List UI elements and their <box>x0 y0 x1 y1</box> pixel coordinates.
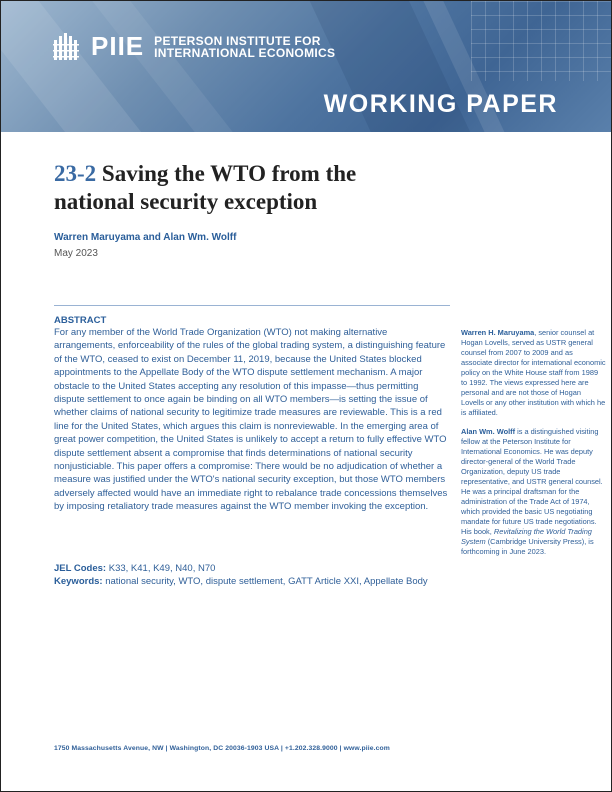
jel-label: JEL Codes: <box>54 563 107 574</box>
keywords-value: national security, WTO, dispute settlement, GATT Article XXI, Appellate Body <box>105 576 428 588</box>
footer-address: 1750 Massachusetts Avenue, NW | Washington, DC 20036-1903 USA | +1.202.328.9000 | www.piie.com <box>54 745 390 752</box>
keywords <box>54 575 450 588</box>
jel-codes <box>54 562 450 575</box>
paper-title <box>54 160 414 216</box>
paper-number: 23-2 <box>54 161 97 186</box>
piie-logo-icon <box>53 32 83 62</box>
org-name-line2: INTERNATIONAL ECONOMICS <box>154 45 336 60</box>
piie-logo[interactable] <box>53 31 335 62</box>
author-bio-maruyama <box>461 328 606 418</box>
author2-bio-b: (Cambridge University Press), is forthcoming in June 2023. <box>461 537 594 556</box>
author2-name: Alan Wm. Wolff <box>461 427 516 436</box>
jel-value: K33, K41, K49, N40, N70 <box>108 563 216 574</box>
author-bios <box>461 328 606 566</box>
abstract-text: For any member of the World Trade Organization (WTO) not making alternative arrangements, enforceability of the rules of the global trading system, a distinguishing feature of the WTO, ceased to exist on December 11, 2019, because the United States blocked appointments to the Appellate Body of the WTO dispute settlement mechanism. A major obstacle to the United States accepting any resolution of this impasse—thus permitting dispute settlement to once again be binding on all WTO members—is setting the issue of whether claims of national security to legitimize trade measures are reviewable. This is a red line for the United States, which argues this claim is nonreviewable. In the emerging area of great power competition, the United States is unlikely to accept a return to fully effective WTO dispute settlement absent a compromise that finds determinations of national security nonjusticiable. This paper offers a compromise: There would be no adjudication of whether a measure was justified under the WTO's national security exception, but those WTO members adversely affected would have an immediate right to rebalance trade concessions themselves by imposing retaliatory trade measures against the WTO member invoking the exception. <box>54 327 448 513</box>
author2-bio-a: is a distinguished visiting fellow at the Peterson Institute for International Economics. He was deputy director-general of the World Trade Organization, deputy US trade representative, and USTR general counsel. He was a principal draftsman for the administration of the Trade Act of 1974, which provided the basic US negotiating mandate for future US trade negotiations. His book, <box>461 427 603 536</box>
org-name-line1: PETERSON INSTITUTE FOR <box>154 33 321 48</box>
section-divider <box>54 305 450 306</box>
author-bio-wolff <box>461 427 606 557</box>
header-banner <box>1 1 611 132</box>
author1-name: Warren H. Maruyama <box>461 328 535 337</box>
working-paper-label: WORKING PAPER <box>323 90 558 118</box>
keywords-label: Keywords: <box>54 576 103 588</box>
logo-text: PIIE <box>91 31 145 61</box>
org-name <box>154 35 335 59</box>
author2-book: Revitalizing the World Trading System <box>461 527 592 546</box>
codes-block <box>54 562 450 589</box>
paper-date: May 2023 <box>54 248 98 259</box>
author1-bio: , senior counsel at Hogan Lovells, served as USTR general counsel from 2007 to 2009 and as associate director for international economic policy on the White House staff from 1989 to 1992. The views expressed here are personal and are not those of Hogan Lovells or any other institution with which he is affiliated. <box>461 328 606 417</box>
abstract-heading: ABSTRACT <box>54 315 107 326</box>
paper-authors: Warren Maruyama and Alan Wm. Wolff <box>54 232 237 243</box>
paper-title-text: Saving the WTO from the national security exception <box>54 161 357 214</box>
